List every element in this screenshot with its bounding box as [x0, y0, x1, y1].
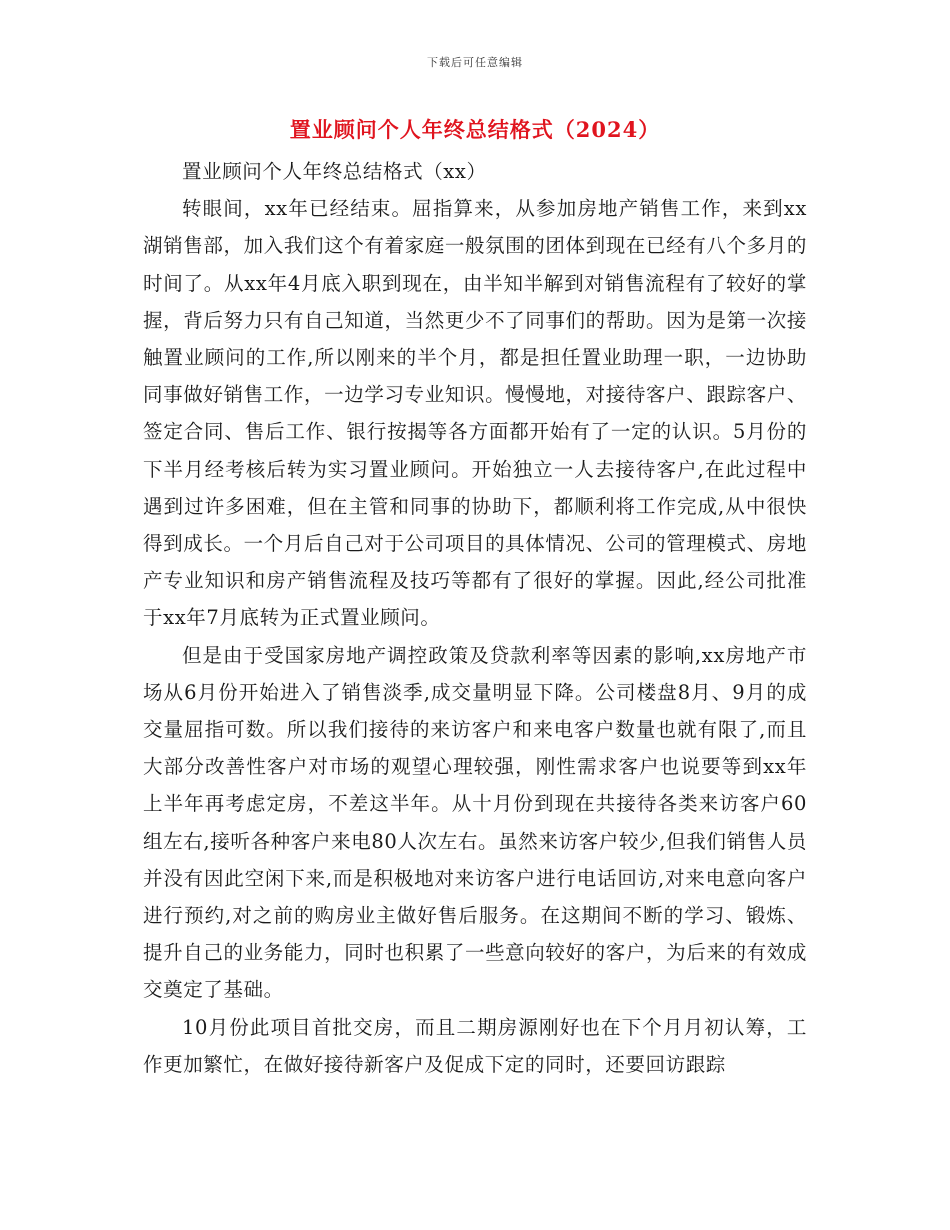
body-paragraph-subtitle: 置业顾问个人年终总结格式（xx）: [182, 160, 487, 183]
body-paragraph: 转眼间，xx年已经结束。屈指算来，从参加房地产销售工作，来到xx湖销售部，加入我们这个有着家庭一般氛围的团体到现在已经有八个多月的时间了。从xx年4月底入职到现在，由半知半解到对销售流程有了较好的掌握，背后努力只有自己知道，当然更少不了同事们的帮助。因为是第一次接触置业顾问的工作,所以刚来的半个月，都是担任置业助理一职，一边协助同事做好销售工作，一边学习专业知识。慢慢地，对接待客户、跟踪客户、签定合同、售后工作、银行按揭等各方面都开始有了一定的认识。5月份的下半月经考核后转为实习置业顾问。开始独立一人去接待客户,在此过程中遇到过许多困难，但在主管和同事的协助下，都顺利将工作完成,从中很快得到成长。一个月后自己对于公司项目的具体情况、公司的管理模式、房地产专业知识和房产销售流程及技巧等都有了很好的掌握。因此,经公司批准于xx年7月底转为正式置业顾问。: [143, 197, 807, 630]
document-body: [143, 153, 807, 1083]
document-title: 置业顾问个人年终总结格式（2024）: [289, 117, 661, 142]
body-paragraph: 10月份此项目首批交房，而且二期房源刚好也在下个月月初认筹，工作更加繁忙，在做好接待新客户及促成下定的同时，还要回访跟踪: [143, 1015, 807, 1076]
header-note: 下载后可任意编辑: [427, 56, 523, 69]
body-paragraph: 但是由于受国家房地产调控政策及贷款利率等因素的影响,xx房地产市场从6月份开始进入了销售淡季,成交量明显下降。公司楼盘8月、9月的成交量屈指可数。所以我们接待的来访客户和来电客户数量也就有限了,而且大部分改善性客户对市场的观望心理较强，刚性需求客户也说要等到xx年上半年再考虑定房，不差这半年。从十月份到现在共接待各类来访客户60组左右,接听各种客户来电80人次左右。虽然来访客户较少,但我们销售人员并没有因此空闲下来,而是积极地对来访客户进行电话回访,对来电意向客户进行预约,对之前的购房业主做好售后服务。在这期间不断的学习、锻炼、提升自己的业务能力，同时也积累了一些意向较好的客户，为后来的有效成交奠定了基础。: [143, 643, 807, 1002]
